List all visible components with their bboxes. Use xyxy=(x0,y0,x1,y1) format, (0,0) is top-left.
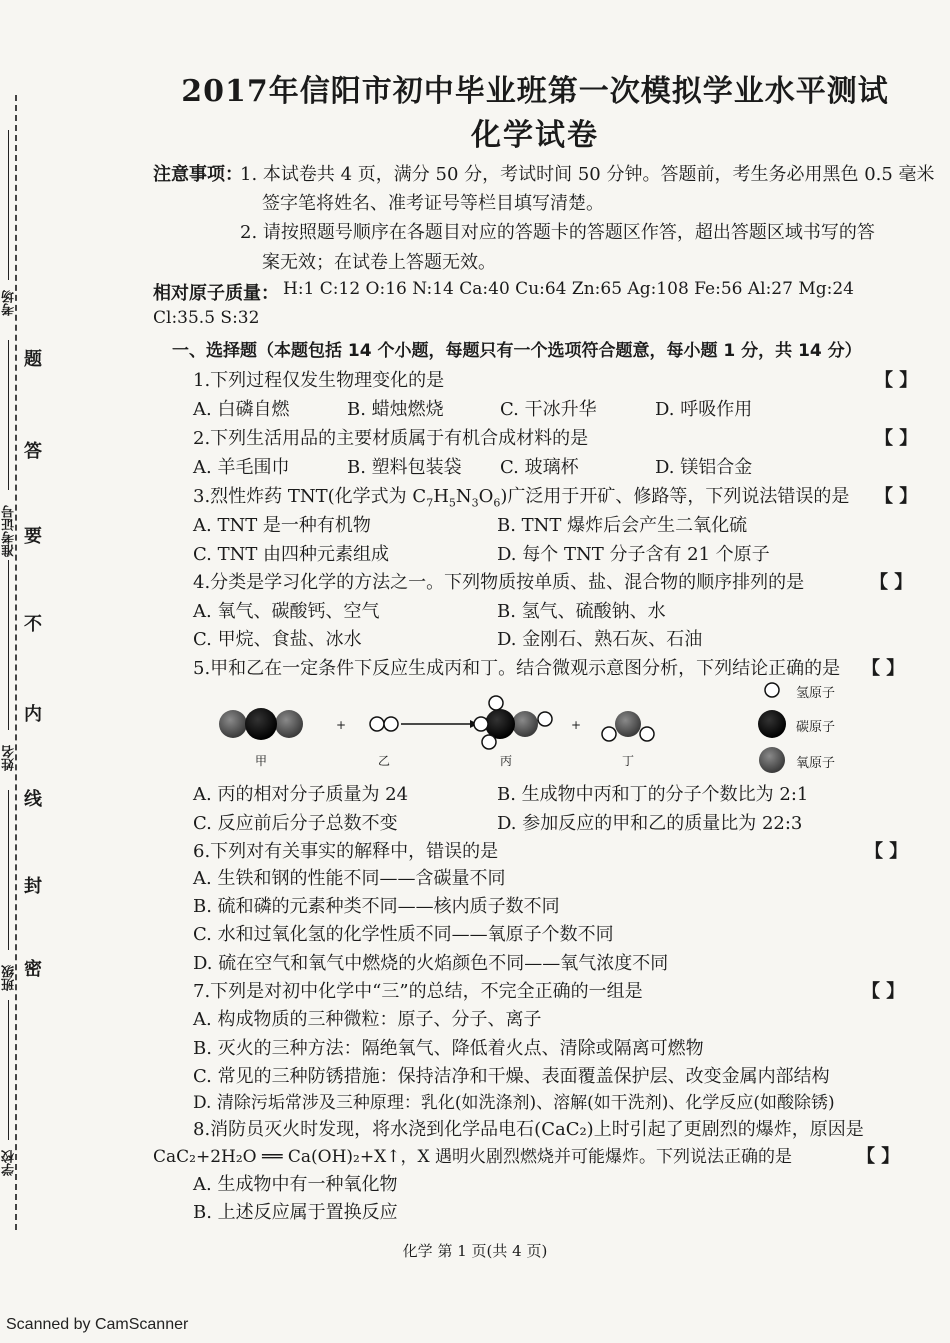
answer-bracket: 【 】 xyxy=(865,841,908,862)
field-name-label: 姓名 xyxy=(2,745,17,771)
option-a: A. 丙的相对分子质量为 24 xyxy=(193,784,409,805)
field-ticket-label: 准考证号 xyxy=(2,505,17,557)
molecule-bing xyxy=(474,696,552,749)
plus-sign: + xyxy=(336,718,347,732)
answer-bracket: 【 】 xyxy=(875,486,918,507)
option-c: C. 水和过氧化氢的化学性质不同——氧原子个数不同 xyxy=(193,924,614,945)
page-title: 2017年信阳市初中毕业班第一次模拟学业水平测试 xyxy=(181,74,889,109)
legend-oxygen-label: 氧原子 xyxy=(796,756,836,771)
notice-item: 1. 本试卷共 4 页，满分 50 分，考试时间 50 分钟。答题前，考生务必用黑色 0.5 毫米 xyxy=(240,164,935,185)
option-c: C. 干冰升华 xyxy=(500,399,597,420)
field-school-label: 学校 xyxy=(2,1150,17,1176)
legend-hydrogen-label: 氢原子 xyxy=(796,686,836,701)
label-jia: 甲 xyxy=(255,754,268,768)
answer-bracket: 【 】 xyxy=(857,1146,900,1167)
atomic-mass-values: H:1 C:12 O:16 N:14 Ca:40 Cu:64 Zn:65 Ag:108 Fe:56 Al:27 Mg:24 xyxy=(283,279,854,299)
option-c: C. 常见的三种防锈措施：保持洁净和干燥、表面覆盖保护层、改变金属内部结构 xyxy=(193,1066,830,1087)
option-a: A. 氧气、碳酸钙、空气 xyxy=(193,601,380,622)
option-d: D. 金刚石、熟石灰、石油 xyxy=(497,629,703,650)
option-b: B. TNT 爆炸后会产生二氧化硫 xyxy=(497,515,748,536)
option-b: B. 塑料包装袋 xyxy=(347,457,462,478)
answer-bracket: 【 】 xyxy=(870,572,913,593)
option-d: D. 参加反应的甲和乙的质量比为 22:3 xyxy=(497,813,803,834)
notice-item: 2. 请按照题号顺序在各题目对应的答题卡的答题区作答，超出答题区域书写的答 xyxy=(240,222,875,243)
seal-char: 封 xyxy=(24,876,42,897)
answer-bracket: 【 】 xyxy=(862,981,905,1002)
question-stem: 2.下列生活用品的主要材质属于有机合成材料的是 xyxy=(193,428,589,449)
answer-bracket: 【 】 xyxy=(862,658,905,679)
label-yi: 乙 xyxy=(378,754,391,768)
question-stem: 7.下列是对初中化学中“三”的总结，不完全正确的一组是 xyxy=(193,981,643,1002)
question-stem: 3.烈性炸药 TNT(化学式为 $C_7H_5N_3O_6$)广泛用于开矿、修路等，下列说法错误的是 xyxy=(193,486,850,510)
option-a: A. 生成物中有一种氧化物 xyxy=(193,1174,398,1195)
page-footer: 化学 第 1 页(共 4 页) xyxy=(402,1242,548,1260)
atomic-mass-values: Cl:35.5 S:32 xyxy=(153,308,260,328)
section-heading: 一、选择题（本题包括 14 个小题，每题只有一个选项符合题意，每小题 1 分，共 14 分） xyxy=(172,341,862,361)
notice-item: 案无效；在试卷上答题无效。 xyxy=(262,252,496,273)
answer-bracket: 【 】 xyxy=(875,428,918,449)
field-room-label: 考场 xyxy=(2,290,17,316)
option-b: B. 灭火的三种方法：隔绝氧气、降低着火点、清除或隔离可燃物 xyxy=(193,1038,704,1059)
legend-carbon-icon xyxy=(758,710,786,738)
option-a: A. 羊毛围巾 xyxy=(193,457,290,478)
option-a: A. 生铁和钢的性能不同——含碳量不同 xyxy=(193,868,506,889)
notice-item: 签字笔将姓名、准考证号等栏目填写清楚。 xyxy=(262,193,604,214)
seal-char: 题 xyxy=(24,349,42,370)
answer-bracket: 【 】 xyxy=(875,370,918,391)
option-d: D. 硫在空气和氧气中燃烧的火焰颜色不同——氧气浓度不同 xyxy=(193,953,669,974)
option-d: D. 清除污垢常涉及三种原理：乳化(如洗涤剂)、溶解(如干洗剂)、化学反应(如酸除锈) xyxy=(193,1093,835,1113)
seal-char: 要 xyxy=(24,526,42,547)
option-a: A. TNT 是一种有机物 xyxy=(193,515,371,536)
legend-hydrogen-icon xyxy=(765,683,779,697)
label-ding: 丁 xyxy=(622,754,635,768)
option-c: C. TNT 由四种元素组成 xyxy=(193,544,390,565)
notice-label: 注意事项： xyxy=(153,164,243,185)
option-b: B. 硫和磷的元素种类不同——核内质子数不同 xyxy=(193,896,560,917)
atomic-mass-label: 相对原子质量： xyxy=(153,283,279,304)
option-d: D. 呼吸作用 xyxy=(655,399,753,420)
molecule-ding xyxy=(602,711,654,741)
option-c: C. 玻璃杯 xyxy=(500,457,579,478)
field-class-label: 班级 xyxy=(2,965,17,991)
legend-carbon-label: 碳原子 xyxy=(796,720,836,735)
question-stem: 4.分类是学习化学的方法之一。下列物质按单质、盐、混合物的顺序排列的是 xyxy=(193,572,805,593)
molecule-jia xyxy=(219,708,303,740)
option-a: A. 构成物质的三种微粒：原子、分子、离子 xyxy=(193,1009,542,1030)
option-d: D. 镁铝合金 xyxy=(655,457,753,478)
option-c: C. 甲烷、食盐、冰水 xyxy=(193,629,362,650)
seal-char: 线 xyxy=(24,789,42,810)
question-stem: 5.甲和乙在一定条件下反应生成丙和丁。结合微观示意图分析，下列结论正确的是 xyxy=(193,658,841,679)
option-d: D. 每个 TNT 分子含有 21 个原子 xyxy=(497,544,770,565)
option-b: B. 氢气、硫酸钠、水 xyxy=(497,601,666,622)
seal-char: 答 xyxy=(24,441,42,462)
option-b: B. 蜡烛燃烧 xyxy=(347,399,444,420)
reaction-arrow xyxy=(401,720,478,728)
seal-char: 不 xyxy=(24,614,42,635)
option-c: C. 反应前后分子总数不变 xyxy=(193,813,398,834)
plus-sign: + xyxy=(571,718,582,732)
option-b: B. 上述反应属于置换反应 xyxy=(193,1202,398,1223)
question-stem: 1.下列过程仅发生物理变化的是 xyxy=(193,370,445,391)
legend-oxygen-icon xyxy=(759,747,785,773)
label-bing: 丙 xyxy=(500,754,513,768)
page-subtitle: 化学试卷 xyxy=(471,118,599,153)
seal-char: 内 xyxy=(24,704,42,725)
question-stem: CaC₂+2H₂O ══ Ca(OH)₂+X↑，X 遇明火剧烈燃烧并可能爆炸。下列说法正确的是 xyxy=(153,1147,792,1167)
question-stem: 8.消防员灭火时发现，将水浇到化学品电石(CaC₂)上时引起了更剧烈的爆炸，原因是 xyxy=(193,1119,864,1140)
option-a: A. 白磷自燃 xyxy=(193,399,290,420)
option-b: B. 生成物中丙和丁的分子个数比为 2:1 xyxy=(497,784,809,805)
molecule-yi xyxy=(370,717,398,731)
scanner-watermark: Scanned by CamScanner xyxy=(6,1316,189,1333)
seal-char: 密 xyxy=(24,959,42,980)
question-stem: 6.下列对有关事实的解释中，错误的是 xyxy=(193,841,499,862)
